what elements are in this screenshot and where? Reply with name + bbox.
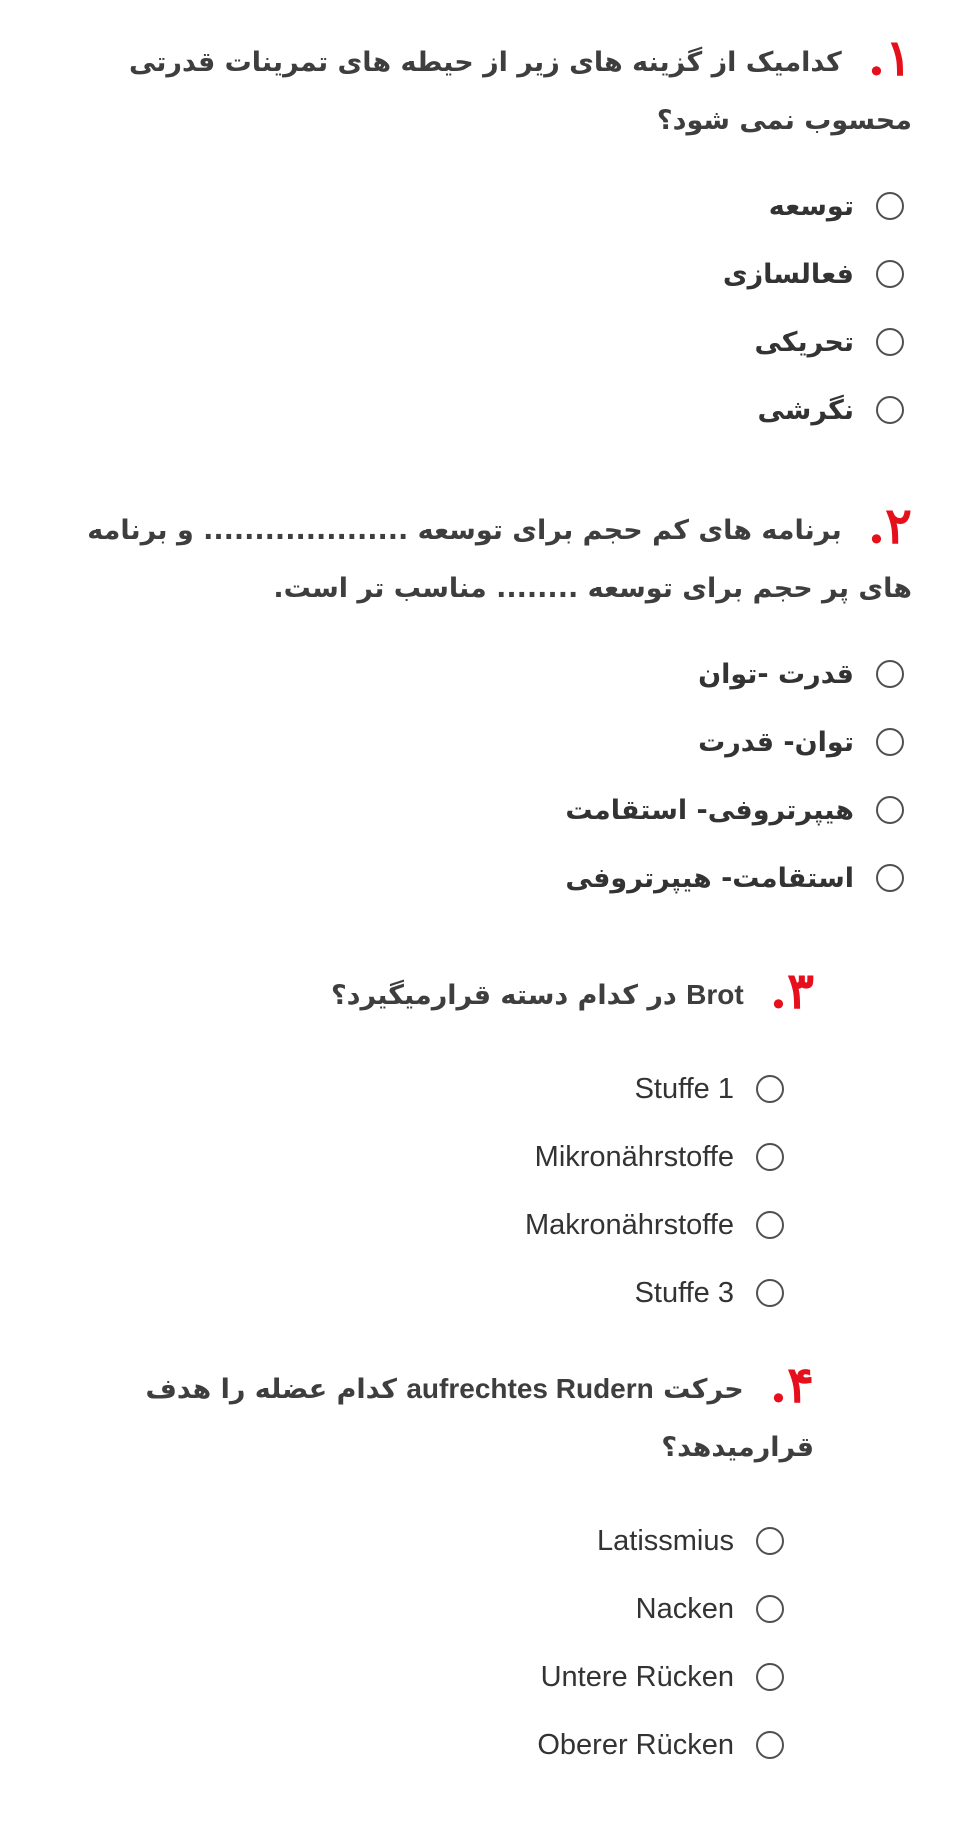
question-4-option-2[interactable] [60, 1575, 814, 1643]
option-label: هیپرتروفی- استقامت [565, 794, 854, 826]
radio-button[interactable] [756, 1595, 784, 1623]
radio-button[interactable] [876, 396, 904, 424]
question-4 [60, 1355, 814, 1779]
question-3-option-4[interactable] [60, 1259, 814, 1327]
option-label: استقامت- هیپرتروفی [565, 862, 854, 894]
option-label: توسعه [768, 190, 854, 222]
question-4-option-1[interactable] [60, 1507, 814, 1575]
question-3-options [60, 1055, 814, 1327]
option-label: فعالسازی [722, 258, 854, 290]
radio-button[interactable] [756, 1731, 784, 1759]
question-1-number: ۱. [867, 28, 912, 87]
option-label: Untere Rücken [540, 1660, 734, 1693]
radio-button[interactable] [876, 796, 904, 824]
question-1-option-1[interactable] [60, 172, 912, 240]
question-1-option-2[interactable] [60, 240, 912, 308]
option-label: Oberer Rücken [537, 1728, 734, 1761]
question-3-keyword: Brot [686, 979, 744, 1010]
question-2-text: برنامه های کم حجم برای توسعه .................... و برنامه های پر حجم برای توسعه ........ مناسب تر است. [87, 515, 912, 604]
option-label: Mikronährstoffe [534, 1140, 734, 1173]
question-4-number: ۴. [769, 1355, 814, 1414]
question-4-text [145, 1374, 814, 1463]
radio-button[interactable] [876, 192, 904, 220]
question-2-option-4[interactable] [60, 844, 912, 912]
question-4-header [60, 1355, 814, 1477]
question-1-option-3[interactable] [60, 308, 912, 376]
radio-button[interactable] [756, 1211, 784, 1239]
question-1-header [60, 28, 912, 150]
option-label: Makronährstoffe [524, 1208, 734, 1241]
question-3-number: ۳. [769, 961, 814, 1020]
question-2-options [60, 640, 912, 912]
question-4-option-4[interactable] [60, 1711, 814, 1779]
question-2-option-1[interactable] [60, 640, 912, 708]
option-label: تحریکی [754, 326, 854, 358]
question-2-number: ۲. [867, 496, 912, 555]
radio-button[interactable] [756, 1075, 784, 1103]
option-label: توان- قدرت [698, 726, 854, 758]
question-1-options [60, 172, 912, 444]
radio-button[interactable] [756, 1279, 784, 1307]
question-3-option-1[interactable] [60, 1055, 814, 1123]
question-2-option-3[interactable] [60, 776, 912, 844]
question-3-text-after: در کدام دسته قرارمیگیرد؟ [330, 980, 677, 1011]
radio-button[interactable] [876, 260, 904, 288]
question-2 [60, 496, 912, 912]
radio-button[interactable] [756, 1143, 784, 1171]
option-label: Stuffe 3 [634, 1276, 734, 1309]
radio-button[interactable] [756, 1527, 784, 1555]
question-3-option-3[interactable] [60, 1191, 814, 1259]
question-3 [60, 961, 814, 1327]
question-1-option-4[interactable] [60, 376, 912, 444]
radio-button[interactable] [876, 864, 904, 892]
option-label: نگرشی [757, 394, 854, 426]
option-label: قدرت -توان [698, 658, 854, 690]
question-4-option-3[interactable] [60, 1643, 814, 1711]
question-3-text [331, 980, 744, 1011]
radio-button[interactable] [756, 1663, 784, 1691]
option-label: Latissmius [597, 1524, 734, 1557]
option-label: Stuffe 1 [634, 1072, 734, 1105]
question-2-option-2[interactable] [60, 708, 912, 776]
question-1 [60, 28, 912, 444]
question-2-header [60, 496, 912, 618]
question-4-options [60, 1507, 814, 1779]
option-label: Nacken [635, 1592, 734, 1625]
question-3-header [60, 961, 814, 1025]
question-4-text-before: حرکت [663, 1374, 744, 1405]
question-1-text: کدامیک از گزینه های زیر از حیطه های تمرینات قدرتی محسوب نمی شود؟ [128, 47, 912, 136]
question-4-text-after: کدام عضله را هدف قرارمیدهد؟ [145, 1374, 814, 1463]
radio-button[interactable] [876, 660, 904, 688]
radio-button[interactable] [876, 728, 904, 756]
question-4-keyword: aufrechtes Rudern [406, 1373, 654, 1404]
question-3-option-2[interactable] [60, 1123, 814, 1191]
radio-button[interactable] [876, 328, 904, 356]
